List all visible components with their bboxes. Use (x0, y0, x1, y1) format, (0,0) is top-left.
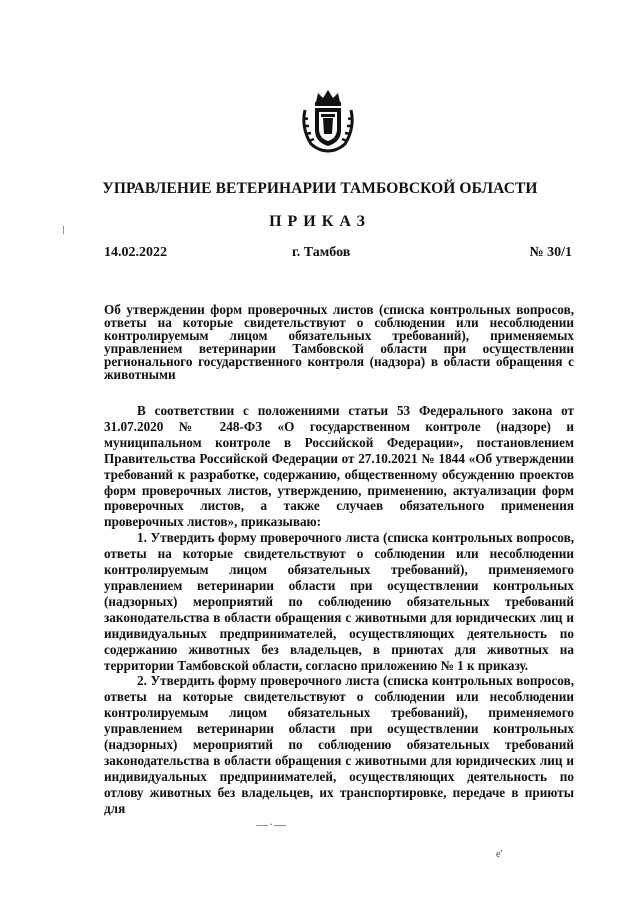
item-2-paragraph: 2. Утвердить форму проверочного листа (списка контрольных вопросов, ответы на которые свидетельствуют о соблюдении или несоблюдении контролируемым лицом обязательных требований), применяемого управлением ветеринарии области при осуществлении контрольных (надзорных) мероприятий по соблюдению обязательных требований законодательства в области обращения с животными для юридических лиц и индивидуальных предпринимателей, осуществляющих деятельность по отлову животных без владельцев, их транспортировке, передаче в приюты для (104, 673, 574, 816)
preamble-paragraph: В соответствии с положениями статьи 53 Федерального закона от 31.07.2020 № 248-ФЗ «О государственном контроле (надзоре) и муниципальном контроле в Российской Федерации», постановлением Правительства Российской Федерации от 27.10.2021 № 1844 «Об утверждении требований к разработке, содержанию, общественному обсуждению проектов форм проверочных листов, утверждению, применению, актуализации форм проверочных листов, а также случаев обязательного применения проверочных листов», приказываю: (104, 403, 574, 530)
organization-title: УПРАВЛЕНИЕ ВЕТЕРИНАРИИ ТАМБОВСКОЙ ОБЛАСТИ (102, 180, 538, 197)
document-body (104, 403, 574, 817)
scan-mark: / (59, 222, 68, 238)
scan-mark: е' (496, 849, 503, 860)
scan-mark: —·— (256, 817, 287, 831)
document-number: № 30/1 (529, 245, 572, 260)
coat-of-arms-icon (299, 88, 357, 154)
item-1-paragraph: 1. Утвердить форму проверочного листа (списка контрольных вопросов, ответы на которые свидетельствуют о соблюдении или несоблюдении контролируемым лицом обязательных требований), применяемого управлением ветеринарии области при осуществлении контрольных (надзорных) мероприятий по соблюдению обязательных требований законодательства в области обращения с животными для юридических лиц и индивидуальных предпринимателей, осуществляющих деятельность по содержанию животных без владельцев, в приютах для животных на территории Тамбовской области, согласно приложению № 1 к приказу. (104, 530, 574, 673)
document-type: ПРИКАЗ (269, 213, 371, 230)
document-subject: Об утверждении форм проверочных листов (списка контрольных вопросов, ответы на которые свидетельствуют о соблюдении или несоблюдении контролируемым лицом обязательных требований), применяемых управлением ветеринарии Тамбовской области при осуществлении регионального государственного контроля (надзора) в области обращения с животными (104, 302, 574, 382)
document-date: 14.02.2022 (104, 245, 167, 260)
document-city: г. Тамбов (292, 245, 351, 260)
